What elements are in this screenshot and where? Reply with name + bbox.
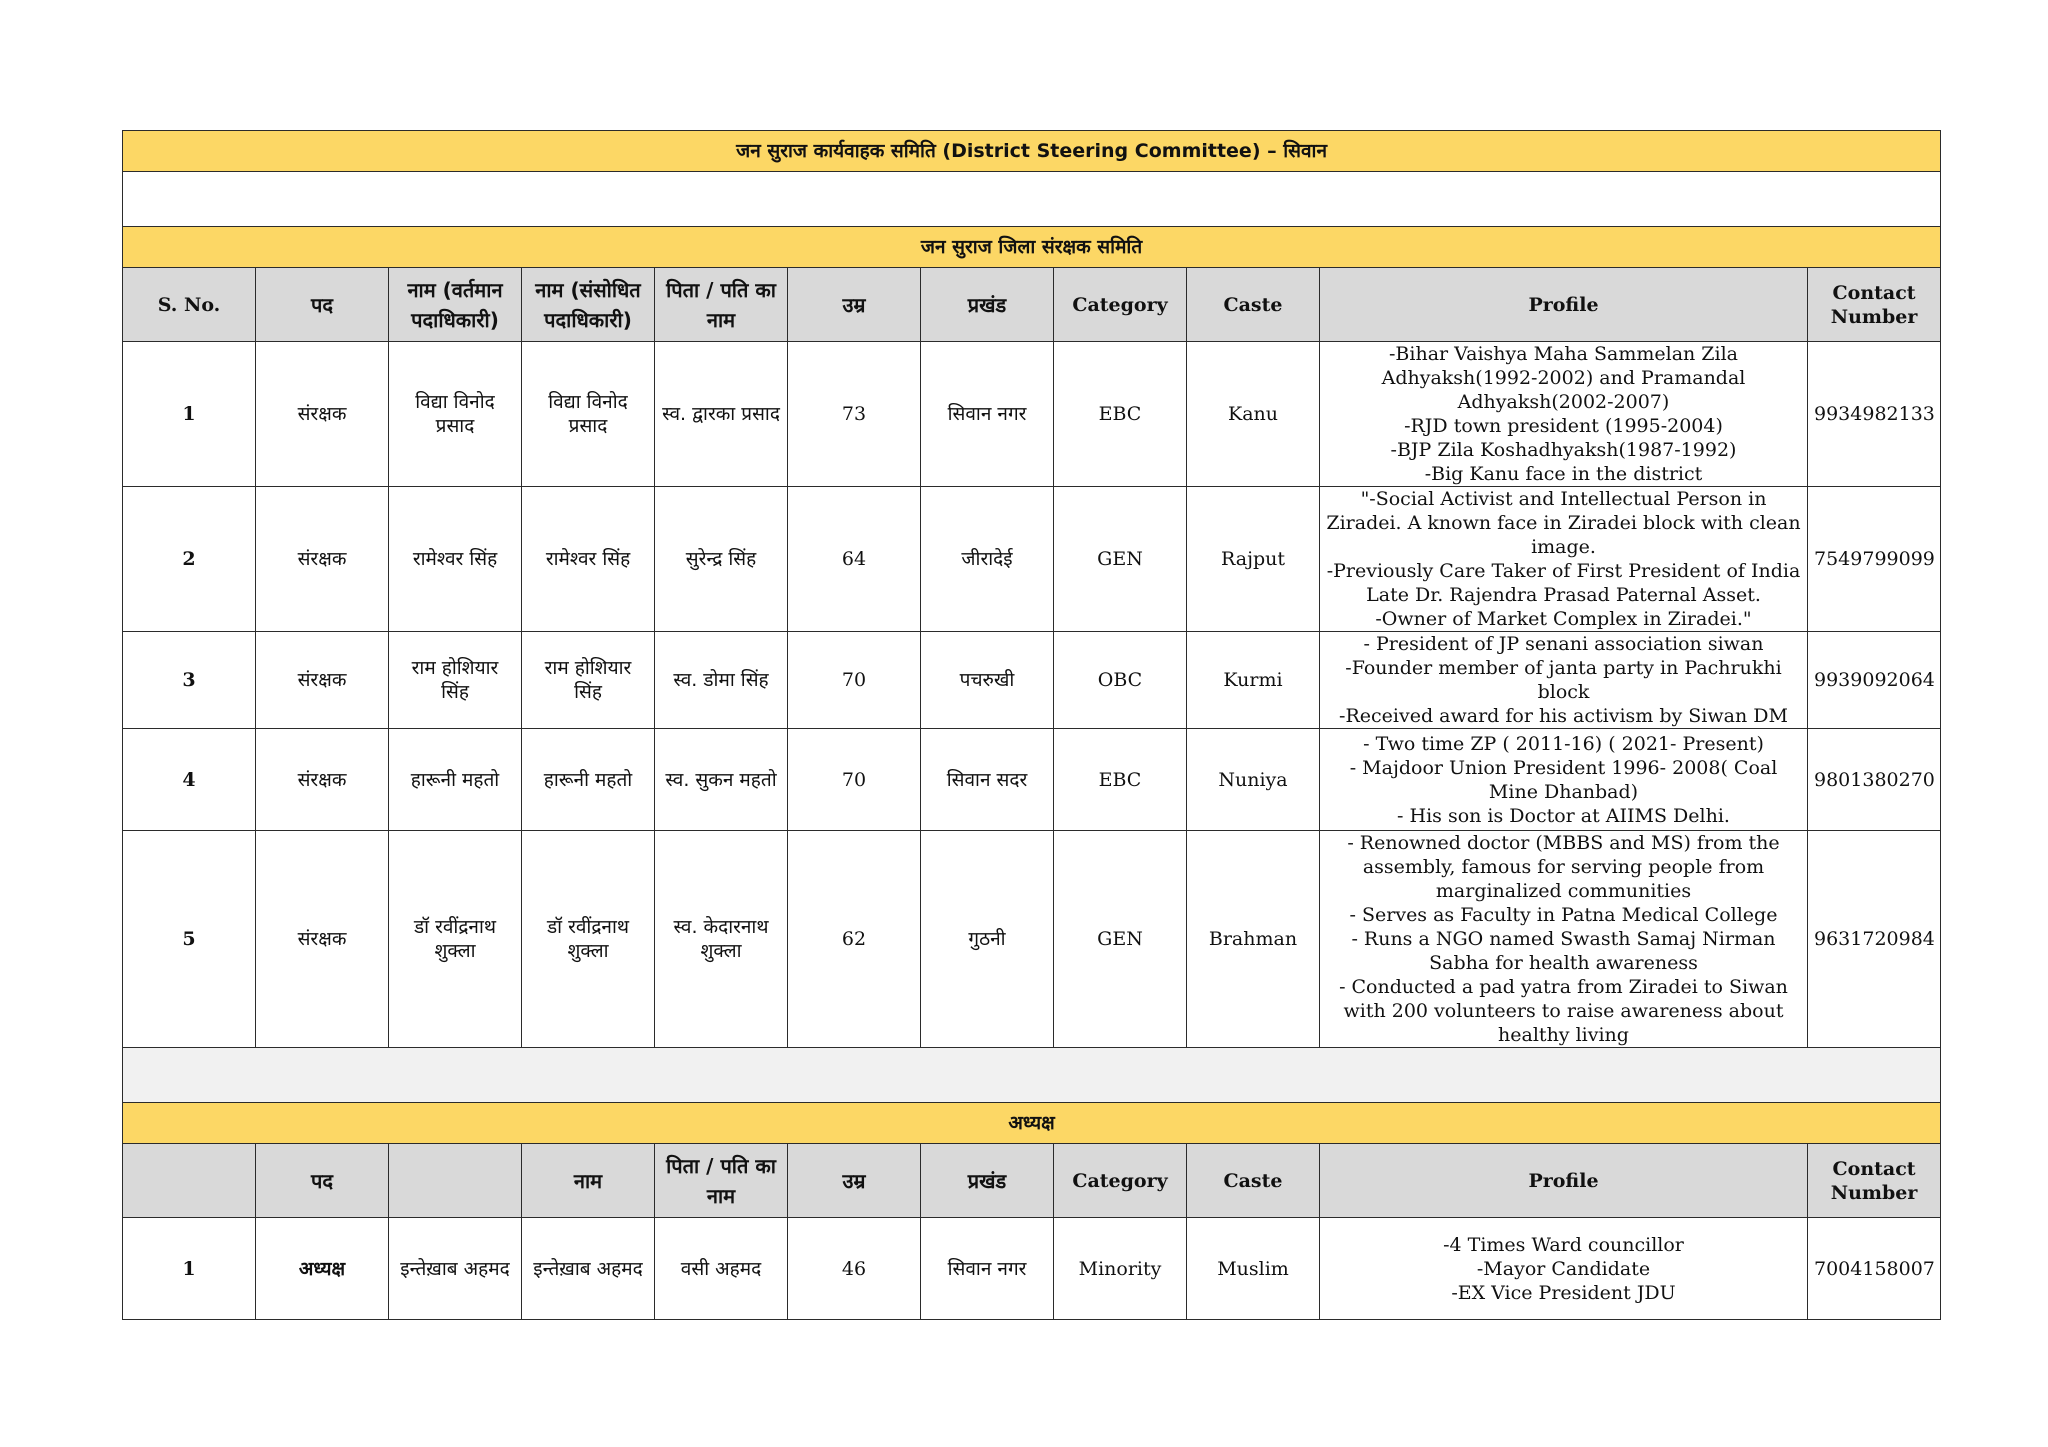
cell-sno: 2 <box>123 487 256 632</box>
cell-profile <box>1320 831 1808 1048</box>
cell-name-revised: इन्तेख़ाब अहमद <box>522 1218 655 1320</box>
column-header: पद <box>256 1144 389 1218</box>
section2-title: अध्यक्ष <box>123 1103 1941 1144</box>
table-row <box>123 632 1941 729</box>
column-header: प्रखंड <box>921 1144 1054 1218</box>
column-header: नाम (संसोधित पदाधिकारी) <box>522 268 655 342</box>
section2-header-row <box>123 1144 1941 1218</box>
cell-contact: 7004158007 <box>1808 1218 1941 1320</box>
cell-sno: 4 <box>123 729 256 831</box>
cell-sno: 1 <box>123 342 256 487</box>
section1-title: जन सुराज जिला संरक्षक समिति <box>123 227 1941 268</box>
profile-line: -RJD town president (1995-2004) <box>1404 415 1723 437</box>
cell-post: संरक्षक <box>256 342 389 487</box>
cell-father: वसी अहमद <box>655 1218 788 1320</box>
cell-age: 70 <box>788 632 921 729</box>
cell-name-current: इन्तेख़ाब अहमद <box>389 1218 522 1320</box>
spacer-row <box>123 1048 1941 1103</box>
cell-contact: 9939092064 <box>1808 632 1941 729</box>
cell-category: GEN <box>1054 831 1187 1048</box>
cell-block: सिवान सदर <box>921 729 1054 831</box>
table-row <box>123 342 1941 487</box>
section2-title-row <box>123 1103 1941 1144</box>
cell-sno: 5 <box>123 831 256 1048</box>
cell-age: 73 <box>788 342 921 487</box>
table-row <box>123 831 1941 1048</box>
cell-profile <box>1320 487 1808 632</box>
column-header: Contact Number <box>1808 1144 1941 1218</box>
cell-caste: Rajput <box>1187 487 1320 632</box>
column-header: Category <box>1054 268 1187 342</box>
cell-name-revised: विद्या विनोद प्रसाद <box>522 342 655 487</box>
section1-header-row <box>123 268 1941 342</box>
column-header: पिता / पति का नाम <box>655 268 788 342</box>
cell-block: सिवान नगर <box>921 1218 1054 1320</box>
column-header: उम्र <box>788 268 921 342</box>
cell-name-revised: डॉ रवींद्रनाथ शुक्ला <box>522 831 655 1048</box>
profile-line: -Received award for his activism by Siwan DM <box>1339 705 1788 727</box>
cell-category: EBC <box>1054 729 1187 831</box>
cell-contact: 7549799099 <box>1808 487 1941 632</box>
cell-block: गुठनी <box>921 831 1054 1048</box>
title-row <box>123 131 1941 172</box>
cell-caste: Nuniya <box>1187 729 1320 831</box>
cell-name-revised: रामेश्वर सिंह <box>522 487 655 632</box>
column-header: नाम (वर्तमान पदाधिकारी) <box>389 268 522 342</box>
cell-post: संरक्षक <box>256 632 389 729</box>
cell-block: पचरुखी <box>921 632 1054 729</box>
cell-post: अध्यक्ष <box>256 1218 389 1320</box>
column-header <box>123 1144 256 1218</box>
cell-profile <box>1320 729 1808 831</box>
profile-line: -Mayor Candidate <box>1476 1257 1651 1280</box>
cell-father: स्व. केदारनाथ शुक्ला <box>655 831 788 1048</box>
profile-line: -BJP Zila Koshadhyaksh(1987-1992) <box>1390 439 1737 461</box>
cell-category: EBC <box>1054 342 1187 487</box>
column-header: पद <box>256 268 389 342</box>
committee-table <box>122 130 1941 1320</box>
cell-contact: 9934982133 <box>1808 342 1941 487</box>
profile-line: -Big Kanu face in the district <box>1424 463 1703 485</box>
cell-father: स्व. द्वारका प्रसाद <box>655 342 788 487</box>
column-header: Caste <box>1187 1144 1320 1218</box>
column-header: Profile <box>1320 1144 1808 1218</box>
profile-line: -EX Vice President JDU <box>1451 1281 1676 1304</box>
cell-caste: Kanu <box>1187 342 1320 487</box>
cell-father: सुरेन्द्र सिंह <box>655 487 788 632</box>
column-header: S. No. <box>123 268 256 342</box>
cell-post: संरक्षक <box>256 831 389 1048</box>
cell-sno: 1 <box>123 1218 256 1320</box>
cell-block: सिवान नगर <box>921 342 1054 487</box>
column-header: पिता / पति का नाम <box>655 1144 788 1218</box>
cell-age: 64 <box>788 487 921 632</box>
profile-line: - Runs a NGO named Swasth Samaj Nirman Sabha for health awareness <box>1351 928 1776 974</box>
column-header: उम्र <box>788 1144 921 1218</box>
profile-line: -Previously Care Taker of First President of India Late Dr. Rajendra Prasad Paternal Asset. <box>1326 560 1801 606</box>
column-header: Profile <box>1320 268 1808 342</box>
cell-name-revised: हारूनी महतो <box>522 729 655 831</box>
cell-father: स्व. डोमा सिंह <box>655 632 788 729</box>
cell-age: 62 <box>788 831 921 1048</box>
profile-line: - Serves as Faculty in Patna Medical College <box>1349 904 1778 926</box>
table-row <box>123 487 1941 632</box>
profile-line: - Two time ZP ( 2011-16) ( 2021- Present) <box>1363 732 1764 755</box>
cell-name-current: राम होशियार सिंह <box>389 632 522 729</box>
profile-line: -4 Times Ward councillor <box>1443 1233 1684 1256</box>
column-header <box>389 1144 522 1218</box>
cell-age: 46 <box>788 1218 921 1320</box>
column-header: नाम <box>522 1144 655 1218</box>
cell-caste: Muslim <box>1187 1218 1320 1320</box>
cell-contact: 9631720984 <box>1808 831 1941 1048</box>
cell-father: स्व. सुकन महतो <box>655 729 788 831</box>
table-row <box>123 1218 1941 1320</box>
table-row <box>123 729 1941 831</box>
profile-line: "-Social Activist and Intellectual Person in Ziradei. A known face in Ziradei block with clean image. <box>1326 488 1801 558</box>
cell-profile <box>1320 342 1808 487</box>
cell-post: संरक्षक <box>256 729 389 831</box>
cell-sno: 3 <box>123 632 256 729</box>
cell-name-current: रामेश्वर सिंह <box>389 487 522 632</box>
cell-caste: Brahman <box>1187 831 1320 1048</box>
column-header: Category <box>1054 1144 1187 1218</box>
profile-line: -Bihar Vaishya Maha Sammelan Zila Adhyaksh(1992-2002) and Pramandal Adhyaksh(2002-2007) <box>1381 343 1746 413</box>
profile-line: - Majdoor Union President 1996- 2008( Coal Mine Dhanbad) <box>1349 756 1778 803</box>
profile-line: - President of JP senani association siwan <box>1363 633 1764 655</box>
sheet-title: जन सुराज कार्यवाहक समिति (District Steering Committee) – सिवान <box>123 131 1941 172</box>
cell-name-current: विद्या विनोद प्रसाद <box>389 342 522 487</box>
column-header: प्रखंड <box>921 268 1054 342</box>
cell-contact: 9801380270 <box>1808 729 1941 831</box>
cell-name-current: डॉ रवींद्रनाथ शुक्ला <box>389 831 522 1048</box>
cell-name-revised: राम होशियार सिंह <box>522 632 655 729</box>
column-header: Caste <box>1187 268 1320 342</box>
profile-line: - His son is Doctor at AIIMS Delhi. <box>1397 804 1730 827</box>
cell-category: Minority <box>1054 1218 1187 1320</box>
blank-row <box>123 172 1941 227</box>
cell-name-current: हारूनी महतो <box>389 729 522 831</box>
profile-line: -Founder member of janta party in Pachrukhi block <box>1345 657 1782 703</box>
cell-block: जीरादेई <box>921 487 1054 632</box>
profile-line: - Conducted a pad yatra from Ziradei to Siwan with 200 volunteers to raise awareness about healthy living <box>1339 976 1788 1046</box>
cell-category: GEN <box>1054 487 1187 632</box>
profile-line: - Renowned doctor (MBBS and MS) from the assembly, famous for serving people from marginalized communities <box>1347 832 1780 902</box>
cell-age: 70 <box>788 729 921 831</box>
profile-line: -Owner of Market Complex in Ziradei." <box>1375 608 1752 630</box>
section1-title-row <box>123 227 1941 268</box>
cell-category: OBC <box>1054 632 1187 729</box>
column-header: Contact Number <box>1808 268 1941 342</box>
cell-profile <box>1320 1218 1808 1320</box>
cell-post: संरक्षक <box>256 487 389 632</box>
cell-profile <box>1320 632 1808 729</box>
cell-caste: Kurmi <box>1187 632 1320 729</box>
